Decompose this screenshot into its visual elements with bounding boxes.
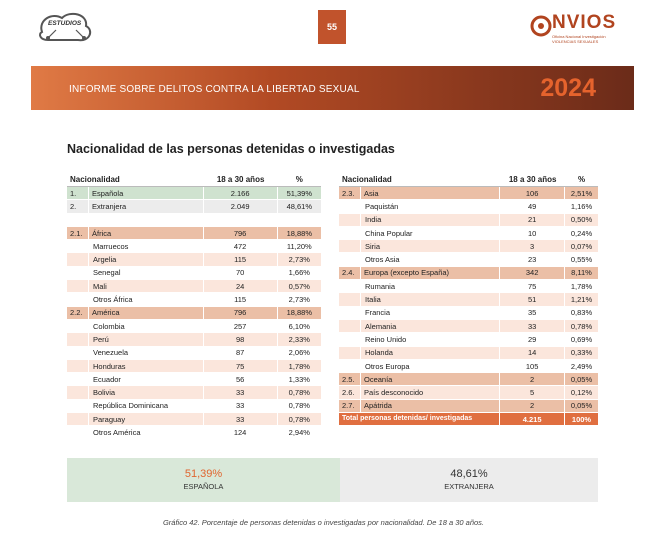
- row-value: 33: [204, 400, 278, 413]
- row-value: 23: [500, 253, 565, 266]
- summary-foreign-label: EXTRANJERA: [444, 482, 494, 491]
- row-pct: 0,83%: [565, 307, 598, 320]
- table-row: [339, 320, 598, 333]
- row-label: Ecuador: [89, 373, 204, 386]
- table-row: [339, 280, 598, 293]
- row-pct: 18,88%: [278, 307, 321, 320]
- row-label: Europa (excepto España): [361, 267, 500, 280]
- row-code: [339, 320, 361, 333]
- row-label: Asia: [361, 187, 500, 200]
- figure-caption: Gráfico 42. Porcentaje de personas detenidas o investigadas por nacionalidad. De 18 a 30 años.: [162, 518, 485, 527]
- table-row: [339, 293, 598, 306]
- row-label: Venezuela: [89, 347, 204, 360]
- row-pct: 2,06%: [278, 347, 321, 360]
- row-pct: 2,51%: [565, 187, 598, 200]
- row-code: [67, 426, 89, 439]
- row-pct: 0,78%: [565, 320, 598, 333]
- row-label: [89, 214, 204, 227]
- row-code: [339, 360, 361, 373]
- estudios-logo-text: ESTUDIOS: [48, 20, 82, 27]
- table-row: [67, 200, 321, 213]
- row-pct: 2,94%: [278, 426, 321, 439]
- row-code: [339, 227, 361, 240]
- table-row: [339, 267, 598, 280]
- row-label: Otros América: [89, 426, 204, 439]
- row-pct: 2,33%: [278, 333, 321, 346]
- report-banner: [31, 66, 634, 110]
- row-pct: 0,57%: [278, 280, 321, 293]
- row-value: 49: [500, 200, 565, 213]
- row-label: Senegal: [89, 267, 204, 280]
- row-pct: 48,61%: [278, 200, 321, 213]
- row-code: 1.: [67, 187, 89, 200]
- row-pct: 0,78%: [278, 413, 321, 426]
- row-label: Francia: [361, 307, 500, 320]
- row-value: 33: [500, 320, 565, 333]
- table-row: [67, 426, 321, 439]
- row-code: [339, 280, 361, 293]
- row-value: 70: [204, 267, 278, 280]
- row-value: 10: [500, 227, 565, 240]
- row-code: 2.4.: [339, 267, 361, 280]
- row-code: [339, 347, 361, 360]
- row-label: Oceanía: [361, 373, 500, 386]
- row-pct: 0,78%: [278, 386, 321, 399]
- col-header-pct: %: [565, 172, 598, 187]
- row-pct: 2,73%: [278, 293, 321, 306]
- row-value: 24: [204, 280, 278, 293]
- row-code: [67, 214, 89, 227]
- row-value: 2: [500, 373, 565, 386]
- row-code: 2.2.: [67, 307, 89, 320]
- col-header-nationality: Nacionalidad: [67, 172, 204, 187]
- row-value: 87: [204, 347, 278, 360]
- row-value: [204, 214, 278, 227]
- summary-spanish-label: ESPAÑOLA: [183, 482, 224, 491]
- table-row: [67, 293, 321, 306]
- table-row: [67, 253, 321, 266]
- row-value: 796: [204, 307, 278, 320]
- row-pct: [278, 214, 321, 227]
- row-pct: 1,78%: [278, 360, 321, 373]
- row-pct: 1,66%: [278, 267, 321, 280]
- table-row: [339, 214, 598, 227]
- row-code: [67, 347, 89, 360]
- row-code: 2.5.: [339, 373, 361, 386]
- table-row: [67, 280, 321, 293]
- row-label: Apátrida: [361, 400, 500, 413]
- table-row: [67, 187, 321, 200]
- row-label: China Popular: [361, 227, 500, 240]
- row-label: Reino Unido: [361, 333, 500, 346]
- row-pct: 0,69%: [565, 333, 598, 346]
- table-row: [339, 373, 598, 386]
- summary-foreign: [340, 458, 598, 502]
- table-row: [67, 386, 321, 399]
- row-value: 796: [204, 227, 278, 240]
- row-code: [67, 293, 89, 306]
- row-value: 33: [204, 413, 278, 426]
- row-pct: 0,24%: [565, 227, 598, 240]
- row-pct: 0,12%: [565, 386, 598, 399]
- row-code: [339, 307, 361, 320]
- row-value: 115: [204, 253, 278, 266]
- row-label: República Dominicana: [89, 400, 204, 413]
- nationality-table-left: [67, 172, 321, 440]
- row-code: [67, 386, 89, 399]
- row-code: [67, 320, 89, 333]
- row-label: Colombia: [89, 320, 204, 333]
- row-label: Bolivia: [89, 386, 204, 399]
- row-value: 56: [204, 373, 278, 386]
- page-header: [0, 0, 647, 64]
- row-code: [339, 214, 361, 227]
- row-pct: 8,11%: [565, 267, 598, 280]
- row-code: [67, 240, 89, 253]
- row-label: Extranjera: [89, 200, 204, 213]
- row-code: 2.6.: [339, 386, 361, 399]
- row-code: 2.1.: [67, 227, 89, 240]
- banner-year: 2024: [540, 74, 596, 102]
- row-pct: 1,78%: [565, 280, 598, 293]
- row-label: África: [89, 227, 204, 240]
- table-row: [339, 307, 598, 320]
- row-label: Perú: [89, 333, 204, 346]
- row-pct: 2,49%: [565, 360, 598, 373]
- total-pct: 100%: [565, 413, 598, 426]
- table-row: [339, 253, 598, 266]
- table-row: [67, 320, 321, 333]
- row-code: [339, 293, 361, 306]
- row-value: 14: [500, 347, 565, 360]
- estudios-logo-icon: [34, 8, 98, 48]
- row-pct: 1,16%: [565, 200, 598, 213]
- row-value: 106: [500, 187, 565, 200]
- row-label: Honduras: [89, 360, 204, 373]
- row-label: India: [361, 214, 500, 227]
- table-row: [339, 227, 598, 240]
- row-label: Argelia: [89, 253, 204, 266]
- row-value: 124: [204, 426, 278, 439]
- row-pct: 0,07%: [565, 240, 598, 253]
- row-label: Otros África: [89, 293, 204, 306]
- table-row: [67, 400, 321, 413]
- row-value: 35: [500, 307, 565, 320]
- envios-logo: [530, 12, 626, 46]
- table-row: [67, 347, 321, 360]
- table-row: [67, 307, 321, 320]
- row-code: [67, 267, 89, 280]
- row-label: Paraguay: [89, 413, 204, 426]
- row-value: 2.049: [204, 200, 278, 213]
- row-label: Holanda: [361, 347, 500, 360]
- row-code: [339, 253, 361, 266]
- row-value: 33: [204, 386, 278, 399]
- table-row: [67, 333, 321, 346]
- table-row: [67, 214, 321, 227]
- row-value: 5: [500, 386, 565, 399]
- row-label: Alemania: [361, 320, 500, 333]
- row-label: Otros Asia: [361, 253, 500, 266]
- table-row: [67, 373, 321, 386]
- row-pct: 0,05%: [565, 373, 598, 386]
- envios-logo-icon: [530, 12, 552, 42]
- row-label: Paquistán: [361, 200, 500, 213]
- envios-logo-text: NVIOS: [552, 12, 617, 33]
- section-title: Nacionalidad de las personas detenidas o investigadas: [67, 142, 395, 156]
- row-code: [67, 360, 89, 373]
- table-row: [67, 227, 321, 240]
- col-header-age: 18 a 30 años: [500, 172, 565, 187]
- table-row: [339, 400, 598, 413]
- col-header-pct: %: [278, 172, 321, 187]
- total-row: [339, 413, 598, 426]
- row-code: [67, 253, 89, 266]
- row-value: 75: [500, 280, 565, 293]
- row-code: [67, 413, 89, 426]
- row-code: [67, 400, 89, 413]
- table-row: [339, 240, 598, 253]
- row-label: Mali: [89, 280, 204, 293]
- col-header-age: 18 a 30 años: [204, 172, 278, 187]
- row-code: 2.: [67, 200, 89, 213]
- row-pct: 0,50%: [565, 214, 598, 227]
- row-label: América: [89, 307, 204, 320]
- row-value: 342: [500, 267, 565, 280]
- row-pct: 6,10%: [278, 320, 321, 333]
- row-code: [67, 280, 89, 293]
- table-row: [67, 240, 321, 253]
- envios-logo-subtitle: Oficina Nacional Investigación VIOLENCIAS SEXUALES: [552, 34, 606, 44]
- table-row: [339, 200, 598, 213]
- table-row: [339, 386, 598, 399]
- total-label: Total personas detenidas/ investigadas: [339, 413, 500, 426]
- row-label: País desconocido: [361, 386, 500, 399]
- table-row: [339, 333, 598, 346]
- row-pct: 1,33%: [278, 373, 321, 386]
- row-value: 257: [204, 320, 278, 333]
- row-value: 21: [500, 214, 565, 227]
- banner-title: INFORME SOBRE DELITOS CONTRA LA LIBERTAD SEXUAL: [69, 84, 360, 95]
- table-row: [67, 267, 321, 280]
- row-label: Española: [89, 187, 204, 200]
- row-value: 98: [204, 333, 278, 346]
- row-code: 2.7.: [339, 400, 361, 413]
- summary-foreign-value: 48,61%: [450, 468, 488, 480]
- summary-spanish-value: 51,39%: [184, 468, 223, 480]
- row-value: 472: [204, 240, 278, 253]
- total-value: 4.215: [500, 413, 565, 426]
- table-row: [339, 360, 598, 373]
- row-code: [339, 240, 361, 253]
- row-label: Otros Europa: [361, 360, 500, 373]
- row-label: Marruecos: [89, 240, 204, 253]
- row-value: 2.166: [204, 187, 278, 200]
- table-row: [67, 413, 321, 426]
- row-code: [67, 333, 89, 346]
- row-label: Rumania: [361, 280, 500, 293]
- row-pct: 18,88%: [278, 227, 321, 240]
- row-code: [339, 333, 361, 346]
- row-code: 2.3.: [339, 187, 361, 200]
- row-value: 51: [500, 293, 565, 306]
- row-value: 29: [500, 333, 565, 346]
- row-pct: 11,20%: [278, 240, 321, 253]
- row-pct: 0,78%: [278, 400, 321, 413]
- table-row: [339, 187, 598, 200]
- row-label: Siria: [361, 240, 500, 253]
- summary-spanish: [67, 458, 340, 502]
- table-row: [339, 347, 598, 360]
- row-value: 75: [204, 360, 278, 373]
- row-value: 3: [500, 240, 565, 253]
- row-code: [67, 373, 89, 386]
- row-pct: 2,73%: [278, 253, 321, 266]
- page-number: 55: [318, 10, 346, 44]
- table-row: [67, 360, 321, 373]
- row-value: 115: [204, 293, 278, 306]
- row-value: 2: [500, 400, 565, 413]
- row-label: Italia: [361, 293, 500, 306]
- row-pct: 51,39%: [278, 187, 321, 200]
- row-pct: 0,05%: [565, 400, 598, 413]
- row-pct: 0,33%: [565, 347, 598, 360]
- row-code: [339, 200, 361, 213]
- row-value: 105: [500, 360, 565, 373]
- estudios-logo: [34, 8, 98, 48]
- row-pct: 1,21%: [565, 293, 598, 306]
- col-header-nationality: Nacionalidad: [339, 172, 500, 187]
- row-pct: 0,55%: [565, 253, 598, 266]
- nationality-table-right: [339, 172, 598, 426]
